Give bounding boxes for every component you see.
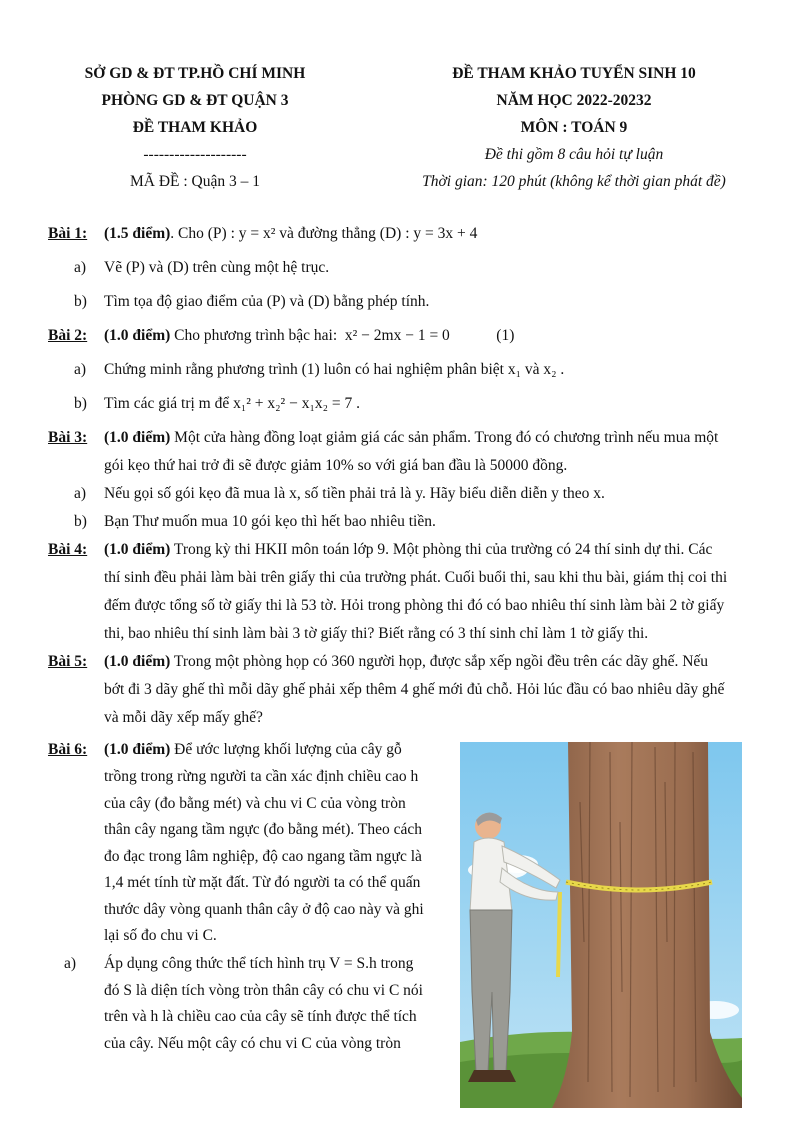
problem-2-part-b [48, 390, 752, 418]
problem-text: thí sinh đều phải làm bài trên giấy thi của trường phát. Cuối buổi thi, sau khi thu bài, giám thị coi thi [104, 569, 728, 586]
part-label: b) [74, 293, 87, 310]
problem-6 [48, 736, 444, 1057]
part-label: a) [74, 485, 87, 502]
problem-3 [48, 424, 752, 452]
part-text: Nếu gọi số gói kẹo đã mua là x, số tiền phải trả là y. Hãy biểu diễn diễn y theo x. [104, 485, 605, 502]
part-text: Bạn Thư muốn mua 10 gói kẹo thì hết bao nhiêu tiền. [104, 513, 436, 530]
question-count: Đề thi gồm 8 câu hỏi tự luận [484, 146, 664, 163]
problem-text: . Cho (P) : y = x² và đường thẳng (D) : y = 3x + 4 [170, 225, 478, 242]
problem-label: Bài 4: [48, 541, 88, 558]
problem-text: Trong kỳ thi HKII môn toán lớp 9. Một phòng thi của trường có 24 thí sinh dự thi. Các [173, 541, 713, 558]
problem-text: thân cây ngang tầm ngực (đo bằng mét). Theo cách [104, 821, 422, 838]
problem-text: Để ước lượng khối lượng của cây gỗ [174, 741, 402, 758]
header-left [48, 60, 342, 195]
points: (1.0 điểm) [104, 429, 171, 446]
problem-label: Bài 2: [48, 327, 88, 344]
problem-text: Cho phương trình bậc hai: x² − 2mx − 1 = 0 (1) [174, 327, 515, 344]
part-text: Tìm các giá trị m để x₁² + x₂² − x₁x₂ = 7 . [104, 395, 360, 412]
part-label: a) [74, 361, 87, 378]
problem-text: thi, bao nhiêu thí sinh làm bài 3 tờ giấy thi? Biết rằng có 3 thí sinh chỉ làm 1 tờ giấy thi. [104, 625, 649, 642]
problem-text: Một cửa hàng đồng loạt giảm giá các sản phẩm. Trong đó có chương trình nếu mua một [174, 429, 719, 446]
tree-measurement-image [460, 742, 742, 1108]
problem-text: bớt đi 3 dãy ghế thì mỗi dãy ghế phải xếp thêm 4 ghế mới đủ chỗ. Hỏi lúc đầu có bao nhiêu dãy ghế [104, 681, 725, 698]
exam-code: MÃ ĐỀ : Quận 3 – 1 [129, 173, 261, 190]
points: (1.5 điểm) [104, 225, 171, 242]
part-text: Vẽ (P) và (D) trên cùng một hệ trục. [104, 259, 330, 276]
problem-label: Bài 6: [48, 741, 88, 758]
part-text: đó S là diện tích vòng tròn thân cây có chu vi C nói [104, 981, 423, 999]
exam-body [48, 220, 752, 732]
problem-text: thước dây vòng quanh thân cây ở độ cao này và ghi [104, 900, 424, 918]
problem-1 [48, 220, 752, 248]
problem-1-part-b [48, 288, 752, 316]
exam-title: ĐỀ THAM KHẢO TUYỂN SINH 10 [452, 65, 696, 82]
problem-text: lại số đo chu vi C. [104, 927, 217, 944]
problem-6-part-a [48, 950, 444, 978]
tree-measurement-illustration [460, 742, 742, 1108]
points: (1.0 điểm) [104, 653, 171, 670]
problem-1-part-a [48, 254, 752, 282]
part-text: Tìm tọa độ giao điểm của (P) và (D) bằng phép tính. [104, 293, 430, 310]
problem-3-part-b [48, 508, 752, 536]
school-year: NĂM HỌC 2022-20232 [496, 92, 652, 109]
problem-text: của cây (đo bằng mét) và chu vi C của vòng tròn [104, 794, 406, 812]
part-label: b) [74, 395, 87, 412]
part-text: Áp dụng công thức thể tích hình trụ V = S.h trong [104, 954, 414, 972]
part-text: của cây. Nếu một cây có chu vi C của vòng tròn [104, 1034, 401, 1052]
problem-text: 1,4 mét tính từ mặt đất. Từ đó người ta có thể quấn [104, 874, 421, 891]
part-text: Chứng minh rằng phương trình (1) luôn có hai nghiệm phân biệt x₁ và x₂ . [104, 361, 565, 378]
points: (1.0 điểm) [104, 541, 171, 558]
part-label: a) [64, 954, 77, 972]
problem-text: trồng trong rừng người ta cần xác định chiều cao h [104, 768, 419, 785]
problem-3-part-a [48, 480, 752, 508]
part-label: b) [74, 513, 87, 530]
problem-3-cont [48, 452, 752, 480]
separator: -------------------- [143, 146, 247, 163]
problem-label: Bài 1: [48, 225, 88, 242]
problem-4 [48, 536, 752, 564]
exam-type: ĐỀ THAM KHẢO [132, 119, 258, 136]
problem-text: đo đạc trong lâm nghiệp, độ cao ngang tầm ngực là [104, 847, 422, 865]
problem-2-part-a [48, 356, 752, 384]
points: (1.0 điểm) [104, 327, 171, 344]
problem-label: Bài 3: [48, 429, 88, 446]
part-text: trên và h là chiều cao của cây sẽ tính được thể tích [104, 1008, 417, 1025]
problem-text: đếm được tổng số tờ giấy thi là 53 tờ. Hỏi trong phòng thi đó có bao nhiêu thí sinh làm bài 2 tờ giấy [104, 597, 725, 614]
problem-5 [48, 648, 752, 676]
subject: MÔN : TOÁN 9 [520, 119, 628, 136]
exam-header [0, 60, 794, 200]
part-label: a) [74, 259, 87, 276]
problem-text: Trong một phòng họp có 360 người họp, được sắp xếp ngồi đều trên các dãy ghế. Nếu [173, 653, 709, 670]
time-limit: Thời gian: 120 phút (không kể thời gian phát đề) [422, 173, 726, 190]
district-office: PHÒNG GD & ĐT QUẬN 3 [101, 92, 289, 109]
problem-text: gói kẹo thứ hai trở đi sẽ được giảm 10% so với giá ban đầu là 50000 đồng. [104, 457, 568, 474]
department-name: SỞ GD & ĐT TP.HỒ CHÍ MINH [84, 65, 306, 82]
points: (1.0 điểm) [104, 741, 171, 758]
problem-2 [48, 322, 752, 350]
header-right [374, 60, 774, 195]
problem-text: và mỗi dãy xếp mấy ghế? [104, 709, 263, 726]
problem-label: Bài 5: [48, 653, 88, 670]
